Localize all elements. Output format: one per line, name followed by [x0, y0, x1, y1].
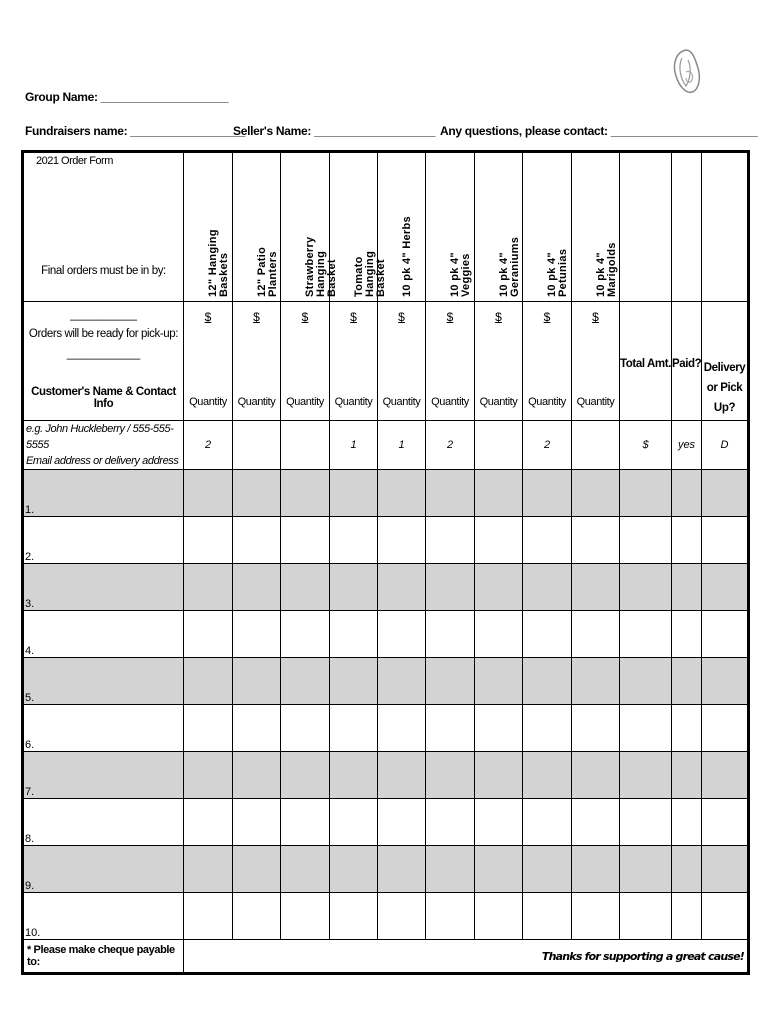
- qty-input[interactable]: [281, 658, 330, 705]
- paid-input[interactable]: [672, 705, 702, 752]
- form-title: 2021 Order Form: [36, 155, 113, 167]
- qty-input[interactable]: [475, 470, 523, 517]
- delivery-input[interactable]: [702, 658, 749, 705]
- qty-input[interactable]: [233, 705, 281, 752]
- qty-input[interactable]: [184, 517, 233, 564]
- row-number: 10.: [23, 893, 184, 940]
- qty-input[interactable]: [572, 658, 620, 705]
- total-input[interactable]: [620, 611, 672, 658]
- qty-input[interactable]: [378, 893, 426, 940]
- qty-input[interactable]: [426, 893, 475, 940]
- delivery-input[interactable]: [702, 846, 749, 893]
- qty-input[interactable]: [572, 705, 620, 752]
- example-qty: [572, 421, 620, 470]
- qty-input[interactable]: [523, 658, 572, 705]
- product-name: 10 pk 4" Herbs: [400, 216, 413, 297]
- qty-input[interactable]: [523, 470, 572, 517]
- qty-input[interactable]: [523, 564, 572, 611]
- product-name: 10 pk 4" Marigolds: [594, 242, 618, 297]
- qty-input[interactable]: [281, 752, 330, 799]
- product-header-5: [426, 152, 475, 302]
- qty-input[interactable]: [233, 470, 281, 517]
- price-qty-0: [184, 302, 233, 421]
- qty-input[interactable]: [330, 517, 378, 564]
- price-qty-4: [378, 302, 426, 421]
- qty-input[interactable]: [233, 658, 281, 705]
- qty-input[interactable]: [572, 752, 620, 799]
- qty-input[interactable]: [330, 658, 378, 705]
- delivery-input[interactable]: [702, 517, 749, 564]
- table-row: [23, 611, 749, 658]
- qty-input[interactable]: [281, 611, 330, 658]
- row-number: 3.: [23, 564, 184, 611]
- product-header-6: [475, 152, 523, 302]
- row-number: 8.: [23, 799, 184, 846]
- product-header-2: [281, 152, 338, 302]
- product-header-3: [330, 152, 387, 302]
- table-row: [23, 517, 749, 564]
- paid-input[interactable]: [672, 658, 702, 705]
- qty-input[interactable]: [426, 517, 475, 564]
- customer-header: Customer's Name & Contact Info: [31, 386, 176, 410]
- quantity-label: Quantity: [576, 396, 615, 408]
- example-qty: [233, 421, 281, 470]
- dates-cell: [23, 302, 184, 421]
- qty-input[interactable]: [475, 658, 523, 705]
- row-number: 1.: [23, 470, 184, 517]
- price-blank: $: [592, 310, 599, 324]
- qty-input[interactable]: [378, 752, 426, 799]
- qty-input[interactable]: [233, 799, 281, 846]
- delivery-input[interactable]: [702, 705, 749, 752]
- total-input[interactable]: [620, 470, 672, 517]
- delivery-header: Delivery or Pick Up?: [702, 302, 749, 421]
- qty-input[interactable]: [184, 564, 233, 611]
- quantity-label: Quantity: [237, 396, 276, 408]
- qty-input[interactable]: [233, 752, 281, 799]
- qty-input[interactable]: [523, 517, 572, 564]
- paid-input[interactable]: [672, 517, 702, 564]
- price-blank: $: [253, 310, 260, 324]
- paid-input[interactable]: [672, 846, 702, 893]
- qty-input[interactable]: [330, 799, 378, 846]
- example-qty: 1: [378, 421, 426, 470]
- qty-input[interactable]: [184, 470, 233, 517]
- thanks-message: Thanks for supporting a great cause!: [184, 940, 749, 974]
- qty-input[interactable]: [426, 799, 475, 846]
- quantity-label: Quantity: [334, 396, 373, 408]
- total-input[interactable]: [620, 799, 672, 846]
- product-name: 10 pk 4" Petunias: [546, 248, 569, 297]
- qty-input[interactable]: [184, 799, 233, 846]
- total-header: Total Amt.: [620, 302, 672, 421]
- qty-input[interactable]: [426, 470, 475, 517]
- qty-input[interactable]: [523, 705, 572, 752]
- quantity-label: Quantity: [479, 396, 518, 408]
- qty-input[interactable]: [475, 752, 523, 799]
- row-number: 2.: [23, 517, 184, 564]
- paid-input[interactable]: [672, 564, 702, 611]
- total-input[interactable]: [620, 564, 672, 611]
- total-input[interactable]: [620, 752, 672, 799]
- final-orders-blank: __________: [70, 307, 137, 321]
- qty-input[interactable]: [475, 705, 523, 752]
- qty-input[interactable]: [572, 470, 620, 517]
- row-number: 5.: [23, 658, 184, 705]
- qty-input[interactable]: [184, 705, 233, 752]
- qty-input[interactable]: [378, 611, 426, 658]
- qty-input[interactable]: [475, 846, 523, 893]
- example-qty: 2: [184, 421, 233, 470]
- price-blank: $: [204, 310, 212, 324]
- qty-input[interactable]: [184, 846, 233, 893]
- paid-header: Paid?: [672, 302, 702, 421]
- qty-input[interactable]: [233, 846, 281, 893]
- qty-input[interactable]: [233, 893, 281, 940]
- price-blank: $: [495, 310, 502, 324]
- example-total: $: [620, 421, 672, 470]
- example-customer-cell: [23, 421, 184, 470]
- example-qty: [281, 421, 330, 470]
- qty-input[interactable]: [572, 517, 620, 564]
- total-header-top: [620, 152, 672, 302]
- qty-input[interactable]: [475, 893, 523, 940]
- qty-input[interactable]: [281, 893, 330, 940]
- quantity-label: Quantity: [286, 396, 324, 408]
- product-name: 10 pk 4" Veggies: [449, 252, 472, 297]
- qty-input[interactable]: [523, 846, 572, 893]
- flower-logo-icon: [668, 46, 704, 98]
- example-line-1: e.g. John Huckleberry / 555-555-5555: [26, 423, 174, 451]
- qty-input[interactable]: [330, 846, 378, 893]
- qty-input[interactable]: [523, 752, 572, 799]
- quantity-label: Quantity: [528, 396, 566, 408]
- qty-input[interactable]: [184, 752, 233, 799]
- product-header-8: [572, 152, 620, 302]
- qty-input[interactable]: [330, 470, 378, 517]
- qty-input[interactable]: [330, 611, 378, 658]
- qty-input[interactable]: [426, 705, 475, 752]
- qty-input[interactable]: [572, 846, 620, 893]
- example-qty: [475, 421, 523, 470]
- qty-input[interactable]: [330, 564, 378, 611]
- table-row: [23, 752, 749, 799]
- qty-input[interactable]: [281, 705, 330, 752]
- qty-input[interactable]: [281, 470, 330, 517]
- total-input[interactable]: [620, 705, 672, 752]
- qty-input[interactable]: [523, 893, 572, 940]
- example-qty: 1: [330, 421, 378, 470]
- product-name: 10 pk 4" Geraniums: [497, 236, 521, 297]
- qty-input[interactable]: [378, 564, 426, 611]
- table-row: [23, 799, 749, 846]
- row-number: 6.: [23, 705, 184, 752]
- product-header-7: [523, 152, 572, 302]
- product-name: 12" Patio Planters: [255, 246, 279, 297]
- qty-input[interactable]: [572, 799, 620, 846]
- qty-input[interactable]: [475, 799, 523, 846]
- product-header-0: [184, 152, 233, 302]
- table-row: [23, 564, 749, 611]
- product-name: Strawberry Hanging Basket: [304, 236, 338, 297]
- final-orders-label: Final orders must be in by:: [41, 265, 166, 277]
- delivery-header-top: [702, 152, 749, 302]
- example-qty: 2: [426, 421, 475, 470]
- qty-input[interactable]: [378, 658, 426, 705]
- table-row: [23, 846, 749, 893]
- paid-input[interactable]: [672, 470, 702, 517]
- total-input[interactable]: [620, 658, 672, 705]
- row-number: 7.: [23, 752, 184, 799]
- qty-input[interactable]: [572, 564, 620, 611]
- example-paid: yes: [672, 421, 702, 470]
- pickup-label: Orders will be ready for pick-up:: [28, 328, 179, 340]
- qty-input[interactable]: [378, 846, 426, 893]
- qty-input[interactable]: [330, 705, 378, 752]
- delivery-input[interactable]: [702, 611, 749, 658]
- price-blank: $: [350, 310, 357, 324]
- price-qty-8: [572, 302, 620, 421]
- sellers-name-line: Seller's Name: ___________________: [233, 124, 436, 138]
- price-blank: $: [301, 310, 309, 324]
- row-number: 9.: [23, 846, 184, 893]
- qty-input[interactable]: [426, 611, 475, 658]
- qty-input[interactable]: [475, 564, 523, 611]
- delivery-input[interactable]: [702, 564, 749, 611]
- quantity-label: Quantity: [189, 396, 227, 408]
- price-qty-3: [330, 302, 378, 421]
- product-header-4: [378, 152, 426, 302]
- qty-input[interactable]: [523, 799, 572, 846]
- row-number: 4.: [23, 611, 184, 658]
- example-delivery: D: [702, 421, 749, 470]
- price-qty-7: [523, 302, 572, 421]
- qty-input[interactable]: [523, 611, 572, 658]
- paid-input[interactable]: [672, 799, 702, 846]
- price-qty-6: [475, 302, 523, 421]
- price-qty-5: [426, 302, 475, 421]
- table-row: [23, 658, 749, 705]
- qty-input[interactable]: [233, 564, 281, 611]
- qty-input[interactable]: [233, 611, 281, 658]
- price-blank: $: [446, 310, 454, 324]
- questions-contact-line: Any questions, please contact: _______________________: [440, 124, 758, 138]
- qty-input[interactable]: [378, 705, 426, 752]
- qty-input[interactable]: [281, 517, 330, 564]
- form-title-cell: [23, 152, 184, 302]
- qty-input[interactable]: [378, 799, 426, 846]
- table-row: [23, 470, 749, 517]
- qty-input[interactable]: [426, 564, 475, 611]
- product-name: 12" Hanging Baskets: [207, 229, 230, 297]
- qty-input[interactable]: [572, 893, 620, 940]
- example-qty: 2: [523, 421, 572, 470]
- delivery-input[interactable]: [702, 893, 749, 940]
- pickup-blank: ___________: [66, 346, 141, 360]
- qty-input[interactable]: [426, 752, 475, 799]
- quantity-label: Quantity: [431, 396, 469, 408]
- group-name-line: Group Name: ____________________: [25, 90, 229, 104]
- qty-input[interactable]: [281, 564, 330, 611]
- qty-input[interactable]: [426, 846, 475, 893]
- total-input[interactable]: [620, 846, 672, 893]
- example-line-2: Email address or delivery address: [26, 455, 179, 467]
- delivery-input[interactable]: [702, 470, 749, 517]
- paid-input[interactable]: [672, 893, 702, 940]
- price-qty-2: [281, 302, 330, 421]
- qty-input[interactable]: [572, 611, 620, 658]
- total-input[interactable]: [620, 893, 672, 940]
- cheque-payable-label: * Please make cheque payable to:: [23, 940, 184, 974]
- qty-input[interactable]: [184, 658, 233, 705]
- price-blank: $: [543, 310, 551, 324]
- product-name: Tomato Hanging Basket: [352, 250, 387, 297]
- qty-input[interactable]: [378, 470, 426, 517]
- qty-input[interactable]: [281, 799, 330, 846]
- table-row: [23, 705, 749, 752]
- qty-input[interactable]: [330, 893, 378, 940]
- qty-input[interactable]: [378, 517, 426, 564]
- paid-input[interactable]: [672, 752, 702, 799]
- price-qty-1: [233, 302, 281, 421]
- order-form-table: [21, 150, 750, 975]
- qty-input[interactable]: [233, 517, 281, 564]
- delivery-input[interactable]: [702, 799, 749, 846]
- total-input[interactable]: [620, 517, 672, 564]
- price-blank: $: [398, 310, 405, 324]
- qty-input[interactable]: [184, 611, 233, 658]
- qty-input[interactable]: [475, 611, 523, 658]
- qty-input[interactable]: [281, 846, 330, 893]
- delivery-input[interactable]: [702, 752, 749, 799]
- table-row: [23, 893, 749, 940]
- paid-input[interactable]: [672, 611, 702, 658]
- qty-input[interactable]: [184, 893, 233, 940]
- paid-header-top: [672, 152, 702, 302]
- quantity-label: Quantity: [382, 396, 421, 408]
- qty-input[interactable]: [426, 658, 475, 705]
- fundraisers-name-line: Fundraisers name: __________________: [25, 124, 246, 138]
- qty-input[interactable]: [475, 517, 523, 564]
- product-header-1: [233, 152, 281, 302]
- qty-input[interactable]: [330, 752, 378, 799]
